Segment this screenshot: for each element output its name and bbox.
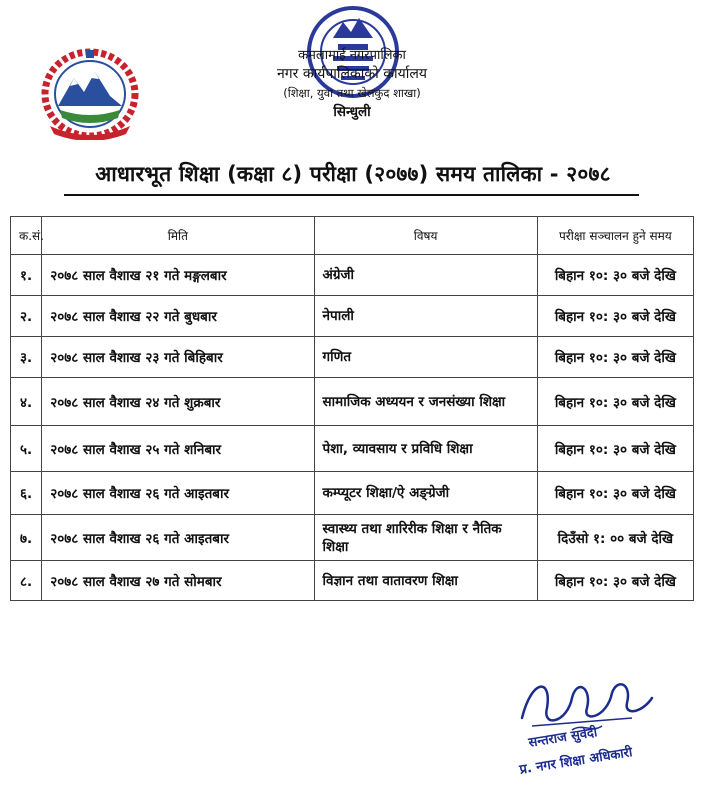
cell-subject: सामाजिक अध्ययन र जनसंख्या शिक्षा	[314, 378, 537, 426]
office-name: नगर कार्यपालिकाको कार्यालय	[277, 66, 427, 82]
cell-exam-time: बिहान १०: ३० बजे देखि	[537, 426, 693, 472]
table-row	[11, 296, 694, 337]
cell-date: २०७८ साल वैशाख २७ गते सोमबार	[42, 561, 314, 601]
cell-date: २०७८ साल वैशाख २४ गते शुक्रबार	[42, 378, 314, 426]
cell-subject: पेशा, व्यावसाय र प्रविधि शिक्षा	[314, 426, 537, 472]
cell-exam-time: बिहान १०: ३० बजे देखि	[537, 561, 693, 601]
table-row	[11, 378, 694, 426]
cell-serial-number: ४.	[11, 378, 42, 426]
exam-schedule-table	[10, 216, 694, 601]
cell-exam-time: दिउँसो १: ०० बजे देखि	[537, 515, 693, 561]
district-name: सिन्धुली	[333, 104, 371, 120]
cell-exam-time: बिहान १०: ३० बजे देखि	[537, 472, 693, 515]
table-row	[11, 255, 694, 296]
signatory-designation: प्र. नगर शिक्षा अधिकारी	[518, 745, 634, 778]
table-row	[11, 426, 694, 472]
cell-serial-number: ५.	[11, 426, 42, 472]
cell-subject: विज्ञान तथा वातावरण शिक्षा	[314, 561, 537, 601]
cell-subject: गणित	[314, 337, 537, 378]
cell-date: २०७८ साल वैशाख २२ गते बुधबार	[42, 296, 314, 337]
cell-date: २०७८ साल वैशाख २६ गते आइतबार	[42, 515, 314, 561]
cell-serial-number: ८.	[11, 561, 42, 601]
header-subject: विषय	[314, 217, 537, 255]
cell-exam-time: बिहान १०: ३० बजे देखि	[537, 337, 693, 378]
cell-exam-time: बिहान १०: ३० बजे देखि	[537, 378, 693, 426]
table-row	[11, 561, 694, 601]
header-exam-time: परीक्षा सञ्चालन हुने समय	[537, 217, 693, 255]
cell-date: २०७८ साल वैशाख २६ गते आइतबार	[42, 472, 314, 515]
cell-serial-number: १.	[11, 255, 42, 296]
cell-date: २०७८ साल वैशाख २३ गते बिहिबार	[42, 337, 314, 378]
table-row	[11, 515, 694, 561]
cell-date: २०७८ साल वैशाख २५ गते शनिबार	[42, 426, 314, 472]
cell-date: २०७८ साल वैशाख २१ गते मङ्गलबार	[42, 255, 314, 296]
cell-subject: नेपाली	[314, 296, 537, 337]
table-row	[11, 337, 694, 378]
header-serial-number: क.सं.	[11, 217, 42, 255]
department-name: (शिक्षा, युवा तथा खेलकुद शाखा)	[283, 86, 421, 100]
table-row	[11, 472, 694, 515]
cell-serial-number: ७.	[11, 515, 42, 561]
cell-serial-number: २.	[11, 296, 42, 337]
cell-subject: कम्प्यूटर शिक्षा/ऐ अङ्ग्रेजी	[314, 472, 537, 515]
header-date: मिति	[42, 217, 314, 255]
document-title: आधारभूत शिक्षा (कक्षा ८) परीक्षा (२०७७) समय तालिका - २०७८	[95, 162, 611, 186]
cell-serial-number: ३.	[11, 337, 42, 378]
organization-name: कमलामाई नगरपालिका	[298, 48, 406, 63]
cell-subject: अंग्रेजी	[314, 255, 537, 296]
cell-subject: स्वास्थ्य तथा शारिरीक शिक्षा र नैतिक शिक्षा	[314, 515, 537, 561]
table-header-row	[11, 217, 694, 255]
cell-exam-time: बिहान १०: ३० बजे देखि	[537, 255, 693, 296]
title-underline	[64, 194, 639, 196]
cell-exam-time: बिहान १०: ३० बजे देखि	[537, 296, 693, 337]
signatory-name: सन्तराज सुवेदी	[527, 725, 599, 751]
cell-serial-number: ६.	[11, 472, 42, 515]
